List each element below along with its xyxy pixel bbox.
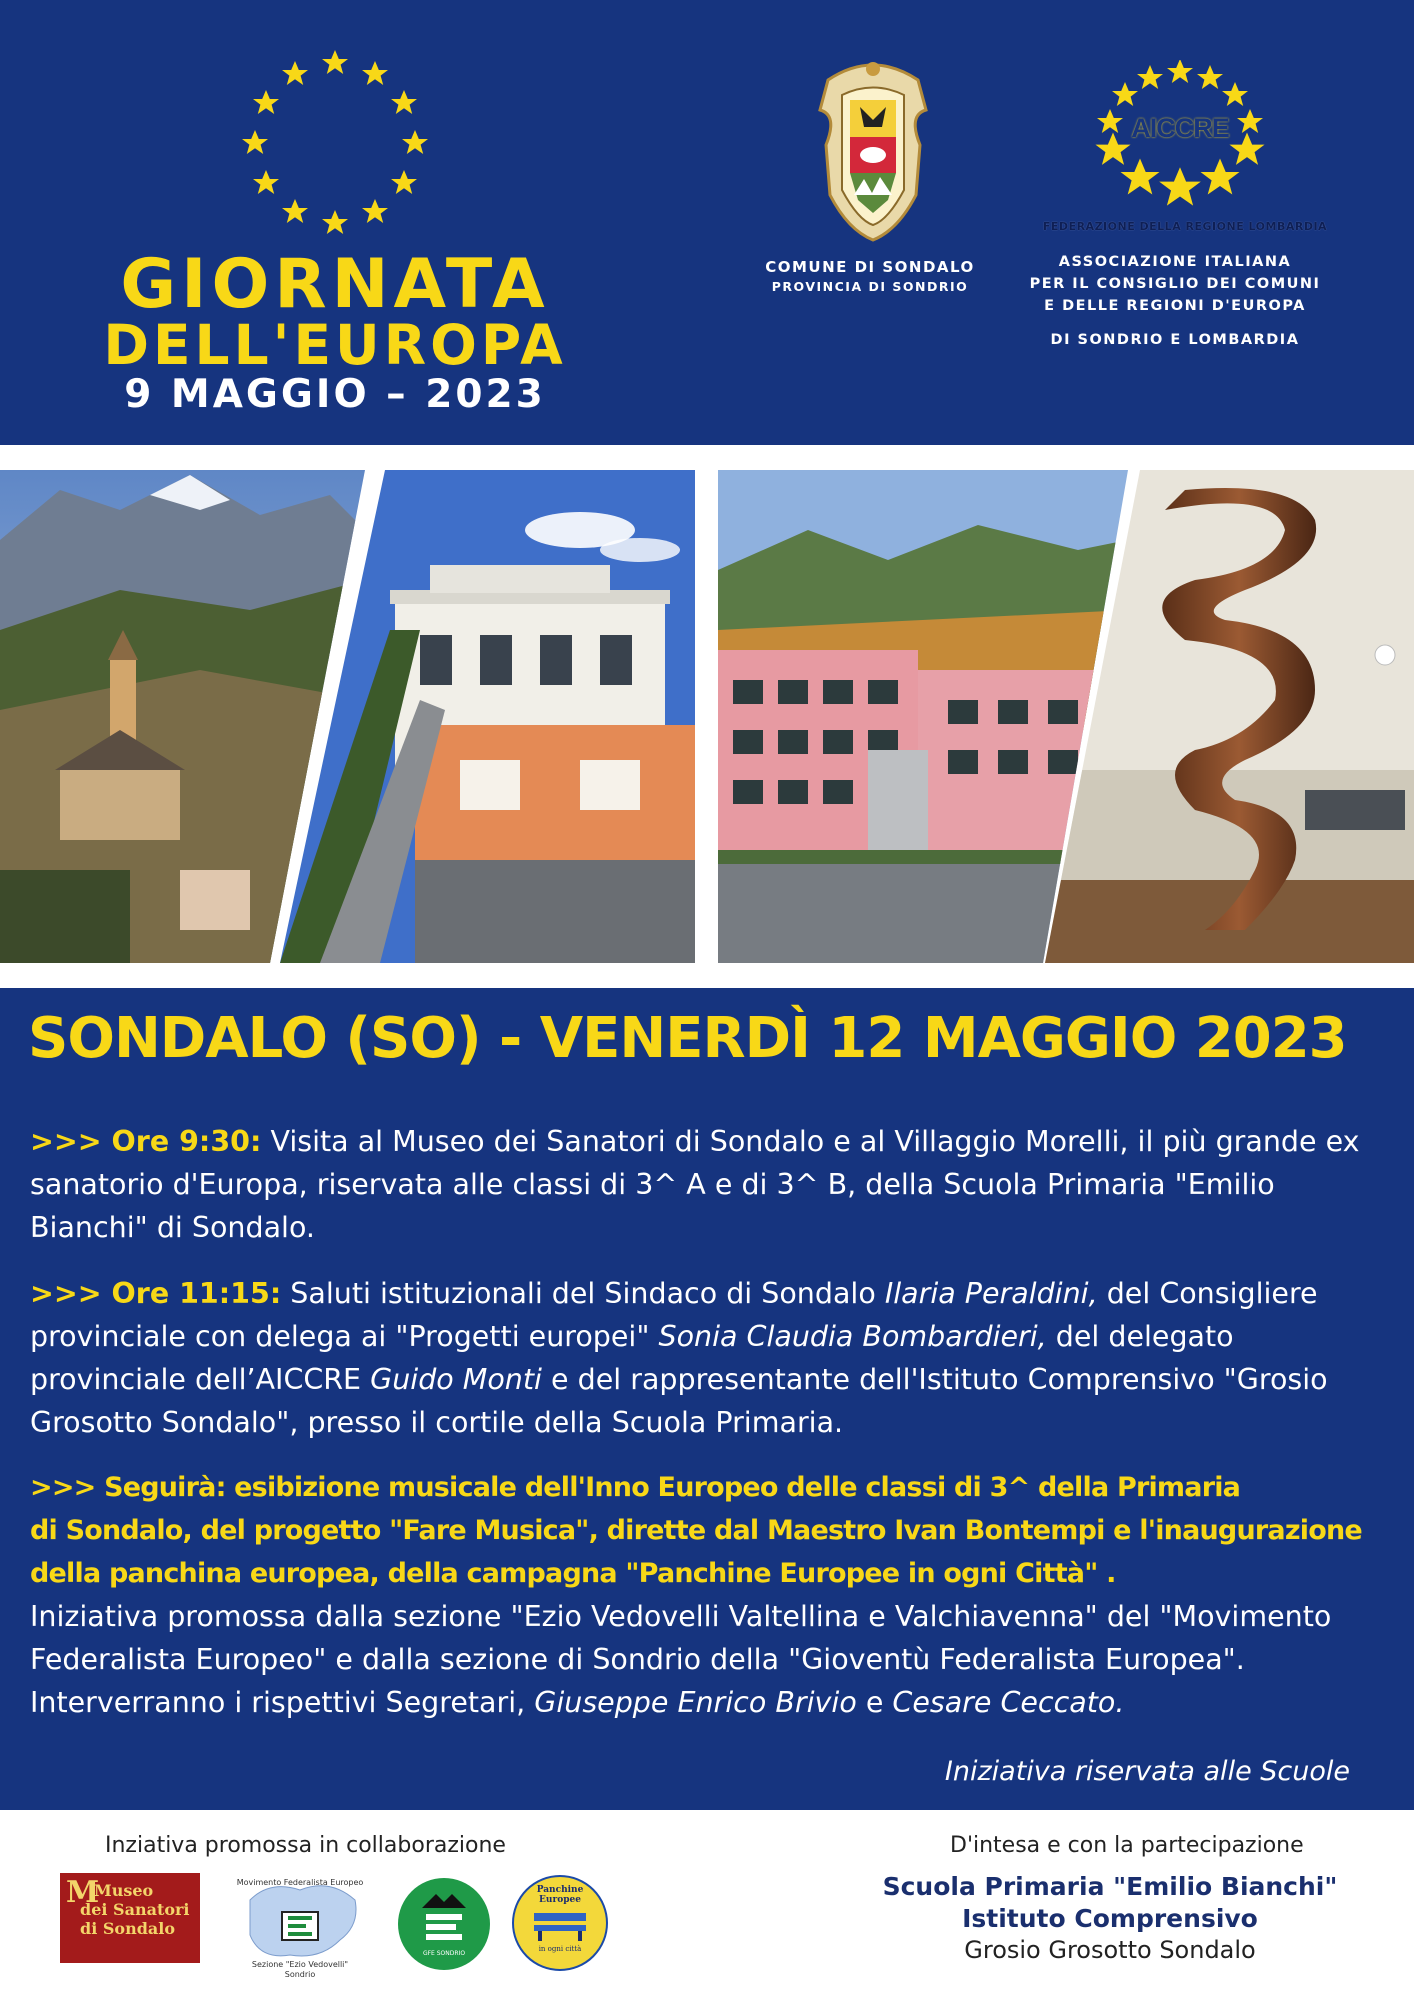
mfe-logo <box>230 1870 370 1980</box>
program-text: del Consigliere provinciale con delega ai "Progetti europei" <box>30 1277 1318 1353</box>
mfe-logo-bottom2: Sondrio <box>284 1970 316 1979</box>
schools-only-note: Iniziativa riservata alle Scuole <box>944 1756 1350 1787</box>
museo-logo-line3: di Sondalo <box>80 1919 175 1938</box>
person-name: Ilaria Peraldini, <box>884 1277 1098 1310</box>
person-name: Sonia Claudia Bombardieri, <box>658 1320 1047 1353</box>
program-text: Saluti istituzionali del Sindaco di Sondalo <box>281 1277 885 1310</box>
program-text: e del rappresentante dell'Istituto Comprensivo "Grosio Grosotto Sondalo", presso il cortile della Scuola Primaria. <box>30 1363 1328 1439</box>
aiccre-line3: E DELLE REGIONI D'EUROPA <box>1044 298 1306 314</box>
panchine-line3: in ogni città <box>538 1945 582 1953</box>
program-text: Iniziativa promossa dalla sezione "Ezio Vedovelli Valtellina e Valchiavenna" del "Movimento Federalista Europeo" e dalla sezione di Sondrio della "Gioventù Federalista Europea". Interverranno i rispettivi Segretari, <box>30 1600 1332 1719</box>
school-name: Scuola Primaria "Emilio Bianchi" <box>882 1872 1338 1901</box>
page-title: GIORNATA <box>120 245 550 324</box>
event-heading: SONDALO (SO) - VENERDÌ 12 MAGGIO 2023 <box>28 1006 1347 1071</box>
institute-towns: Grosio Grosotto Sondalo <box>964 1936 1256 1964</box>
museo-m-icon: M <box>66 1875 100 1910</box>
comune-sondalo-crest-icon <box>808 55 938 255</box>
mfe-logo-top: Movimento Federalista Europeo <box>236 1878 364 1887</box>
program-item-seguira-line2: di Sondalo, del progetto "Fare Musica", dirette dal Maestro Ivan Bontempi e l'inaugurazione <box>30 1515 1362 1546</box>
page-subtitle: DELL'EUROPA <box>103 313 567 377</box>
mfe-logo-bottom: Sezione "Ezio Vedovelli" <box>251 1960 349 1969</box>
gfe-logo-text: GFE SONDRIO <box>422 1950 466 1957</box>
time-label: >>> Ore 11:15: <box>30 1277 282 1310</box>
aiccre-federation: FEDERAZIONE DELLA REGIONE LOMBARDIA <box>1010 220 1360 233</box>
aiccre-line1: ASSOCIAZIONE ITALIANA <box>1058 254 1292 270</box>
aiccre-line2: PER IL CONSIGLIO DEI COMUNI <box>1029 276 1321 292</box>
participation-caption: D'intesa e con la partecipazione <box>950 1833 1304 1858</box>
museo-logo-line2: dei Sanatori <box>80 1900 190 1919</box>
institute-name: Istituto Comprensivo <box>962 1904 1258 1933</box>
panchine-line1: Panchine <box>536 1885 584 1895</box>
program-item-seguira-line1: >>> Seguirà: esibizione musicale dell'Inno Europeo delle classi di 3^ della Primaria <box>30 1472 1241 1503</box>
program-item-seguira-line3: della panchina europea, della campagna "Panchine Europee in ogni Città" . <box>30 1558 1116 1589</box>
museo-logo-line1: Museo <box>94 1881 154 1900</box>
footer <box>0 1810 1414 2000</box>
person-name: Giuseppe Enrico Brivio <box>534 1686 857 1719</box>
collaboration-caption: Inziativa promossa in collaborazione <box>105 1833 506 1858</box>
comune-name: COMUNE DI SONDALO <box>765 258 975 276</box>
photo-collage <box>0 445 1414 990</box>
gfe-mountain-icon <box>414 1888 474 1948</box>
program-item-0930 <box>30 1120 1390 1249</box>
museo-sanatori-logo <box>60 1873 200 1963</box>
program-item-1115 <box>30 1272 1390 1444</box>
comune-province: PROVINCIA DI SONDRIO <box>771 279 969 294</box>
photo-sanatorium-building <box>280 470 695 963</box>
panchine-line2: Europee <box>539 1895 581 1905</box>
bench-icon <box>530 1909 590 1943</box>
program-text: e <box>856 1686 893 1719</box>
person-name: Guido Monti <box>370 1363 542 1396</box>
program-item-promotion <box>30 1595 1390 1724</box>
aiccre-logo-text: AICCRE <box>1131 113 1229 143</box>
eu-stars-icon <box>235 48 435 238</box>
photo-museum-staircase <box>1045 470 1414 963</box>
header-banner <box>0 0 1414 445</box>
program-text: Visita al Museo dei Sanatori di Sondalo e al Villaggio Morelli, il più grande ex sanatorio d'Europa, riservata alle classi di 3^ A e di 3^ B, della Scuola Primaria "Emilio Bianchi" di Sondalo. <box>30 1125 1360 1244</box>
event-section <box>0 988 1414 1810</box>
page-date: 9 MAGGIO – 2023 <box>124 372 546 417</box>
panchine-europee-logo <box>512 1875 608 1971</box>
aiccre-line4: DI SONDRIO E LOMBARDIA <box>1050 332 1300 348</box>
time-label: >>> Ore 9:30: <box>30 1125 262 1158</box>
person-name: Cesare Ceccato. <box>892 1686 1125 1719</box>
gfe-logo <box>398 1878 490 1970</box>
program-text: del delegato provinciale dell’AICCRE <box>30 1320 1234 1396</box>
